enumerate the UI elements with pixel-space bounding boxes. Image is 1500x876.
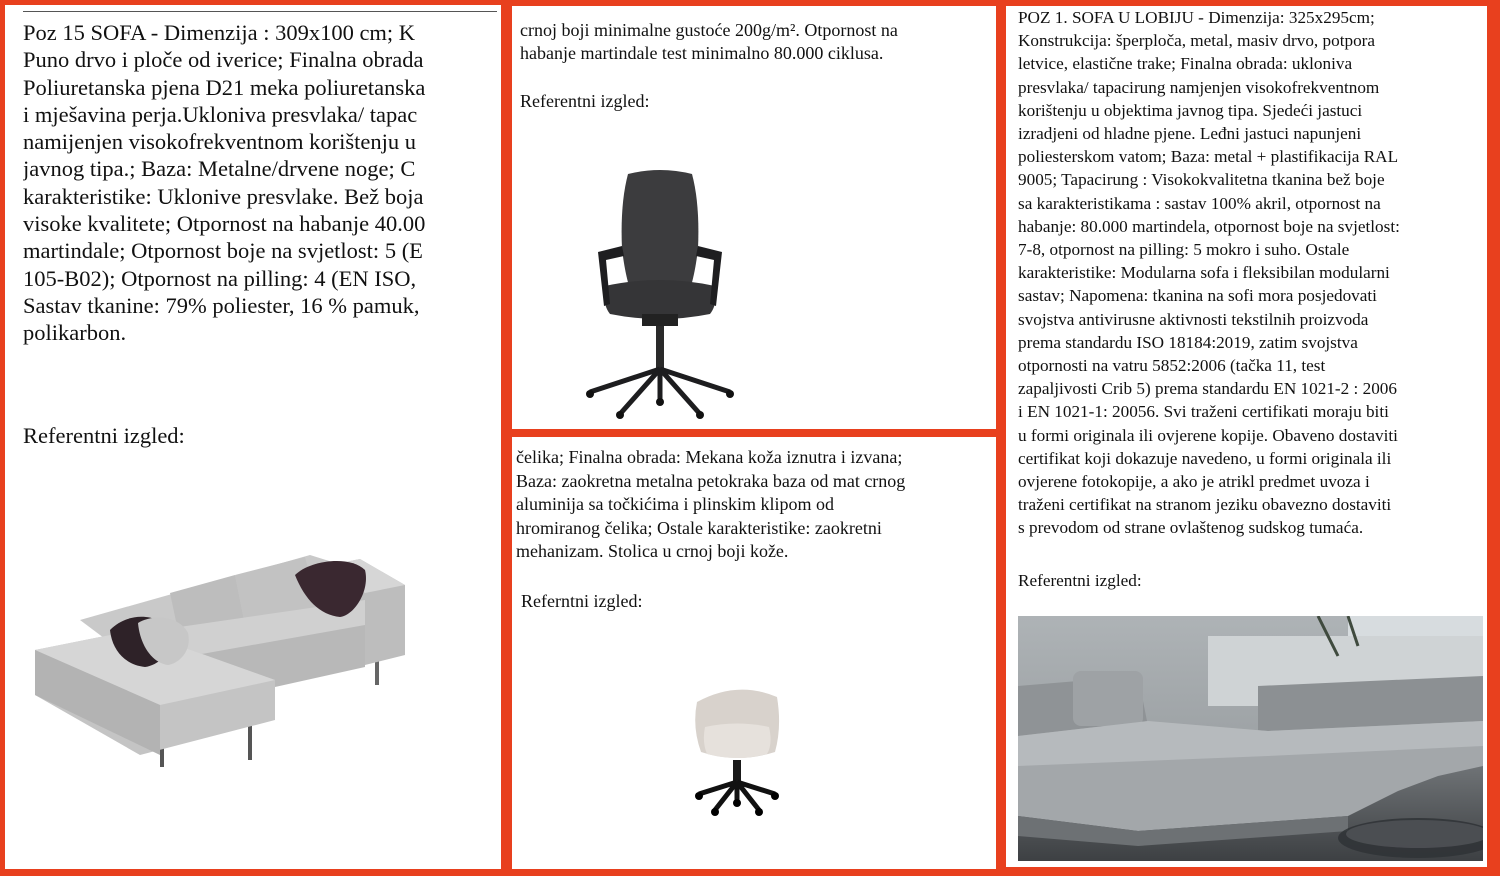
reference-label: Referentni izgled: <box>23 423 185 448</box>
text-line: Poz 15 SOFA - Dimenzija : 309x100 cm; K <box>23 20 416 45</box>
text-line: Puno drvo i ploče od iverice; Finalna obrada <box>23 47 424 73</box>
text-line: svojstva antivirusne aktivnosti tekstilnih proizvoda <box>1018 309 1369 329</box>
text-line: otpornosti na vatru 5852:2006 (tačka 11, test <box>1018 356 1326 376</box>
text-line: prema standardu ISO 18184:2019, zatim svojstva <box>1018 332 1358 352</box>
panel-sofa-poz15 <box>5 5 501 869</box>
text-line: aluminija sa točkićima i plinskim klipom od <box>516 494 834 514</box>
swivel-chair-description <box>516 446 905 564</box>
text-line: sa karakteristikama : sastav 100% akril, otpornost na <box>1018 193 1381 213</box>
text-line: ovjerene fotokopije, a ako je atrikl predmet uvoza i <box>1018 472 1370 492</box>
text-line: sastav; Napomena: tkanina na sofi mora posjedovati <box>1018 286 1377 306</box>
text-line: u formi originala ili ovjerene kopije. Obaveno dostaviti <box>1018 425 1398 445</box>
office-chair-image <box>580 164 740 419</box>
text-line: i EN 1021-1: 20056. Svi traženi certifikati moraju biti <box>1018 402 1389 422</box>
panel-office-chair <box>512 6 996 429</box>
text-line: s prevodom od strane ovlaštenog sudskog tumaća. <box>1018 518 1364 538</box>
text-line: certifikat koji dokazuje navedeno, u formi originala ili <box>1018 448 1392 468</box>
office-chair-description <box>520 19 898 65</box>
text-line: mehanizam. Stolica u crnoj boji kože. <box>516 541 789 561</box>
text-line: habanje: 80.000 martindela, otpornost boje na svjetlost: <box>1018 216 1400 236</box>
top-rule <box>23 11 497 12</box>
text-line: letvice, elastične trake; Finalna obrada: ukloniva <box>1018 54 1353 74</box>
text-line: POZ 1. SOFA U LOBIJU - Dimenzija: 325x295cm; <box>1018 8 1375 27</box>
text-line: 7-8, otpornost na pilling: 5 mokro i suho. Ostale <box>1018 240 1350 260</box>
text-line: karakteristike: Modularna sofa i fleksibilan modularni <box>1018 263 1390 283</box>
reference-label: Referentni izgled: <box>520 91 650 111</box>
text-line: habanje martindale test minimalno 80.000 ciklusa. <box>520 43 884 63</box>
text-line: martindale; Otpornost boje na svjetlost: 5 (E <box>23 238 423 264</box>
text-line: namijenjen visokofrekventnom korištenju u <box>23 129 417 155</box>
lobby-sofa-description <box>1018 6 1400 540</box>
panel-lobby-sofa <box>1006 6 1487 867</box>
text-line: izradjeni od hladne pjene. Leđni jastuci napunjeni <box>1018 124 1362 144</box>
reference-label: Referentni izgled: <box>1018 571 1142 590</box>
text-line: Konstrukcija: šperploča, metal, masiv drvo, potpora <box>1018 31 1376 51</box>
text-line: Baza: zaokretna metalna petokraka baza od mat crnog <box>516 470 906 491</box>
text-line: poliesterskom vatom; Baza: metal + plastifikacija RAL <box>1018 147 1399 167</box>
text-line: 9005; Tapacirung : Visokokvalitetna tkanina bež boje <box>1018 170 1385 190</box>
reference-label: Referntni izgled: <box>521 591 643 611</box>
text-line: karakteristike: Uklonive presvlake. Bež boja <box>23 183 424 209</box>
panel-swivel-chair <box>512 437 996 869</box>
text-line: zapaljivosti Crib 5) prema standardu EN 1021-2 : 2006 <box>1018 379 1397 399</box>
text-line: visoke kvalitete; Otpornost na habanje 40.00 <box>23 211 426 237</box>
text-line: 105-B02); Otpornost na pilling: 4 (EN ISO, <box>23 265 417 291</box>
text-line: čelika; Finalna obrada: Mekana koža iznutra i izvana; <box>516 447 903 467</box>
text-line: presvlaka/ tapacirung namjenjen visokofrekventnom <box>1018 77 1380 97</box>
text-line: korištenju u objektima javnog tipa. Sjedeći jastuci <box>1018 100 1363 120</box>
sectional-sofa-image <box>20 545 410 775</box>
text-line: traženi certifikat na stranom jeziku obavezno dostaviti <box>1018 495 1392 515</box>
text-line: javnog tipa.; Baza: Metalne/drvene noge; C <box>23 156 416 182</box>
sofa-poz15-description <box>23 19 497 347</box>
text-line: Sastav tkanine: 79% poliester, 16 % pamuk, <box>23 292 420 318</box>
text-line: polikarbon. <box>23 320 127 346</box>
text-line: crnoj boji minimalne gustoće 200g/m². Otpornost na <box>520 20 898 40</box>
text-line: hromiranog čelika; Ostale karakteristike: zaokretni <box>516 517 882 538</box>
text-line: Poliuretanska pjena D21 meka poliuretanska <box>23 74 426 100</box>
swivel-chair-image <box>687 682 787 817</box>
lobby-sofa-photo <box>1018 616 1483 861</box>
text-line: i mješavina perja.Ukloniva presvlaka/ tapac <box>23 101 418 127</box>
